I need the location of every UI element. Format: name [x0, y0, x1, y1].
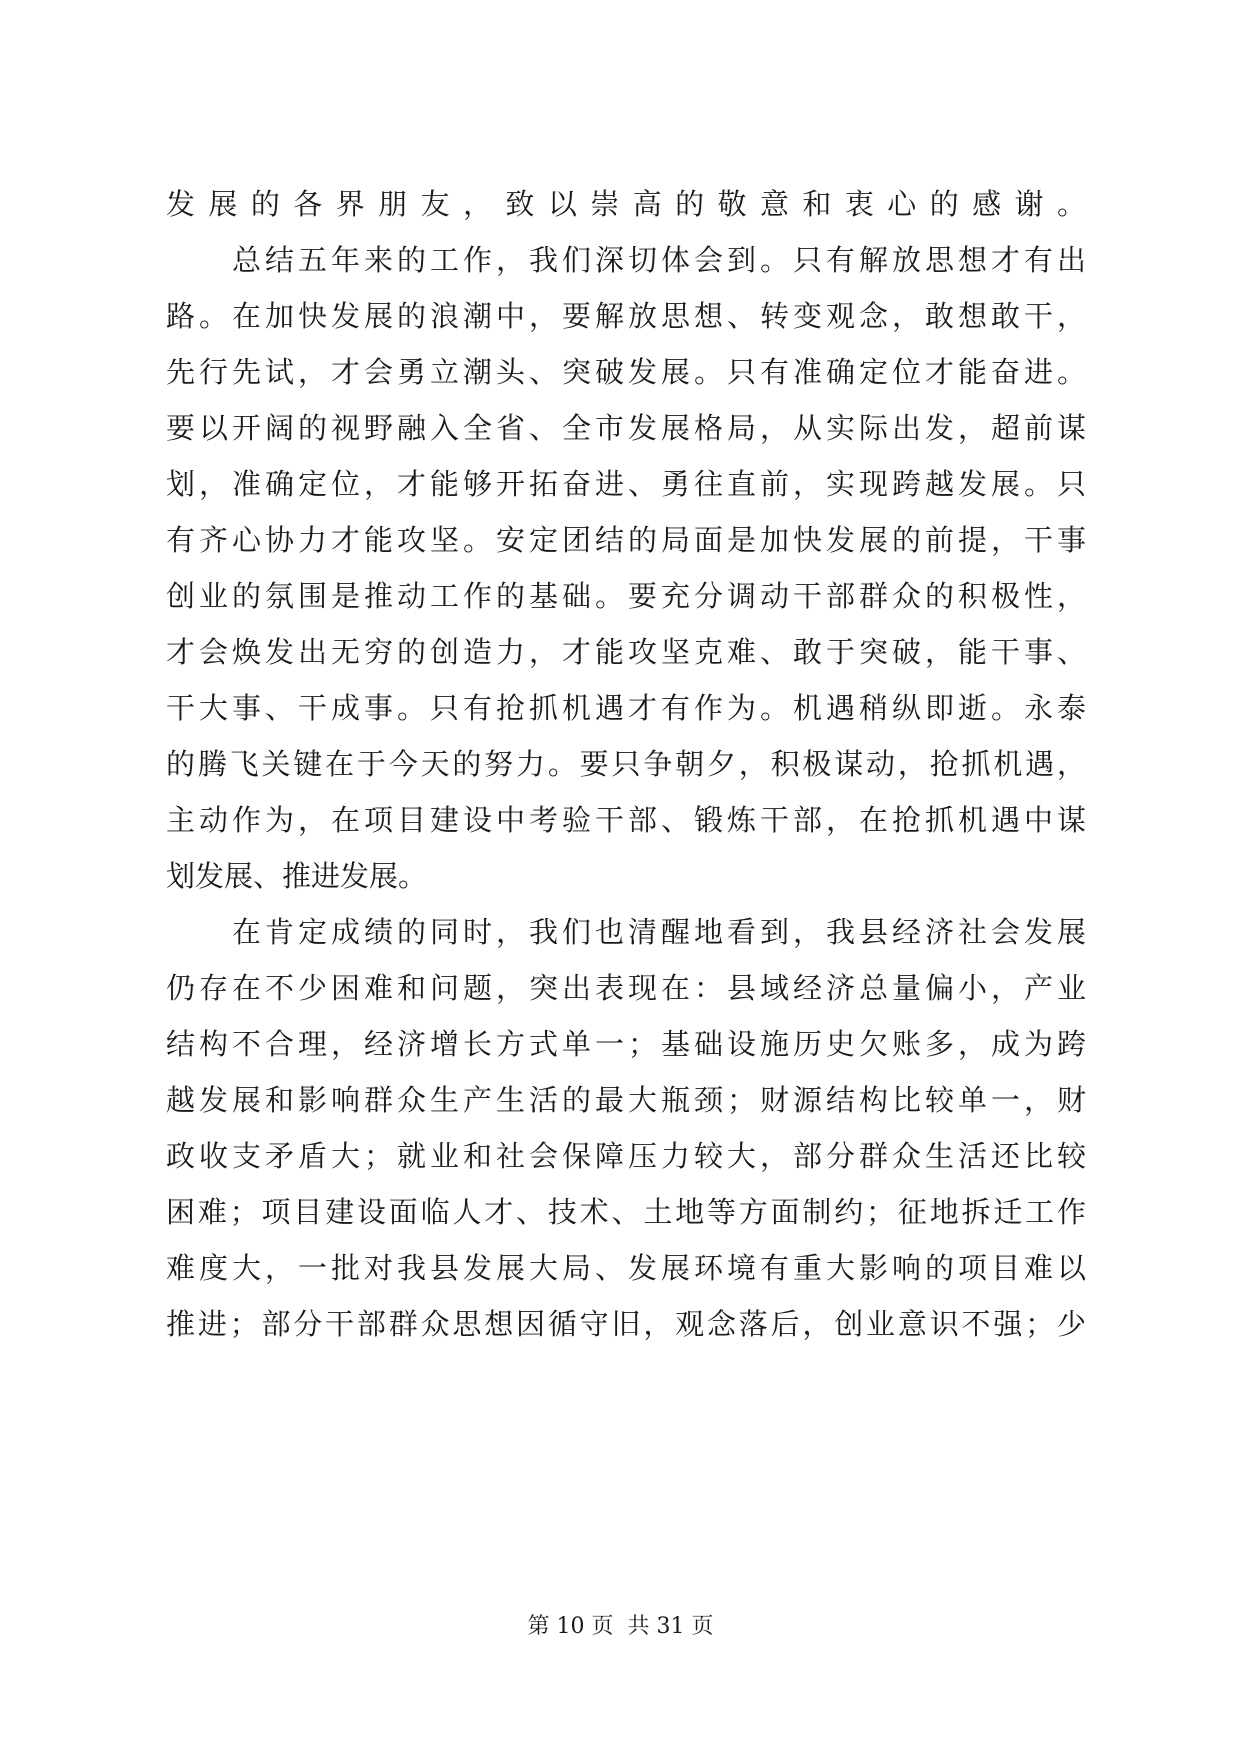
text-line: 在肯定成绩的同时，我们也清醒地看到，我县经济社会发展	[166, 915, 1086, 949]
text-line: 干大事、干成事。只有抢抓机遇才有作为。机遇稍纵即逝。永泰	[166, 691, 1086, 725]
text-line: 仍存在不少困难和问题，突出表现在：县域经济总量偏小，产业	[166, 971, 1086, 1005]
text-line: 有齐心协力才能攻坚。安定团结的局面是加快发展的前提，干事	[166, 523, 1086, 557]
text-line: 划，准确定位，才能够开拓奋进、勇往直前，实现跨越发展。只	[166, 467, 1086, 501]
text-line: 总结五年来的工作，我们深切体会到。只有解放思想才有出	[166, 243, 1086, 277]
page-footer	[0, 1612, 1241, 1642]
text-line: 创业的氛围是推动工作的基础。要充分调动干部群众的积极性，	[166, 579, 1086, 613]
text-line: 推进；部分干部群众思想因循守旧，观念落后，创业意识不强；少	[166, 1307, 1086, 1341]
text-line: 结构不合理，经济增长方式单一；基础设施历史欠账多，成为跨	[166, 1027, 1086, 1061]
text-line: 发展的各界朋友，致以崇高的敬意和衷心的感谢。	[166, 187, 1086, 221]
text-line: 路。在加快发展的浪潮中，要解放思想、转变观念，敢想敢干，	[166, 299, 1086, 333]
text-line: 的腾飞关键在于今天的努力。要只争朝夕，积极谋动，抢抓机遇，	[166, 747, 1086, 781]
text-line: 先行先试，才会勇立潮头、突破发展。只有准确定位才能奋进。	[166, 355, 1086, 389]
text-line: 要以开阔的视野融入全省、全市发展格局，从实际出发，超前谋	[166, 411, 1086, 445]
text-line: 划发展、推进发展。	[166, 859, 428, 893]
text-line: 才会焕发出无穷的创造力，才能攻坚克难、敢于突破，能干事、	[166, 635, 1086, 669]
text-line: 难度大，一批对我县发展大局、发展环境有重大影响的项目难以	[166, 1251, 1086, 1285]
text-line: 困难；项目建设面临人才、技术、土地等方面制约；征地拆迁工作	[166, 1195, 1086, 1229]
page-number: 第 10 页	[527, 1614, 614, 1639]
text-line: 政收支矛盾大；就业和社会保障压力较大，部分群众生活还比较	[166, 1139, 1086, 1173]
text-line: 主动作为，在项目建设中考验干部、锻炼干部，在抢抓机遇中谋	[166, 803, 1086, 837]
page-total: 共 31 页	[627, 1614, 714, 1639]
text-line: 越发展和影响群众生产生活的最大瓶颈；财源结构比较单一，财	[166, 1083, 1086, 1117]
